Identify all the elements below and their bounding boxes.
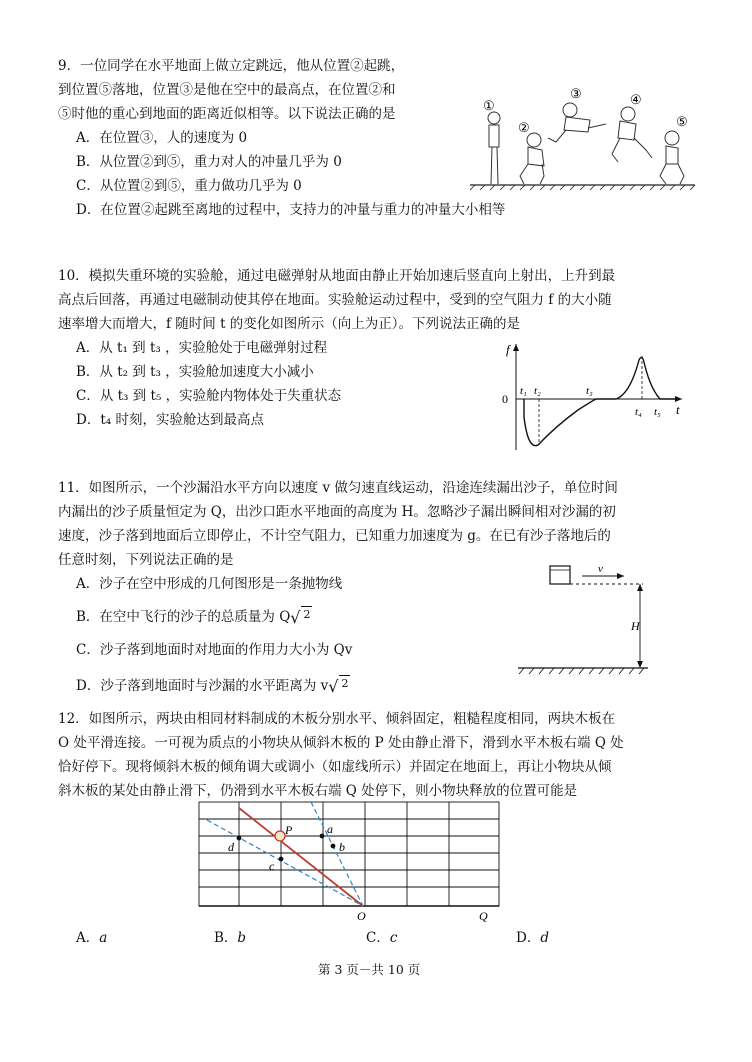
q10-tick-t1: t₁ [520, 385, 527, 397]
q12-answer-d: D．d [516, 930, 549, 946]
q11-stem-line-3: 速度，沙子落到地面后立即停止，不计空气阻力，已知重力加速度为 g。在已有沙子落地后的 [58, 528, 611, 544]
q10-origin: 0 [502, 392, 508, 406]
page-footer: 第 3 页－共 10 页 [318, 962, 421, 977]
q10-tick-t5: t₅ [654, 406, 661, 418]
q12-answer-b: B．b [214, 930, 247, 946]
radical-sign-icon: √ [328, 677, 339, 696]
q12-stem-line-3: 恰好停下。现将倾斜木板的倾角调大或调小（如虚线所示）并固定在地面上，再让小物块从倾 [58, 759, 612, 775]
q11-option-a: A．沙子在空中形成的几何图形是一条抛物线 [76, 576, 343, 592]
q12-answer-c: C．c [366, 930, 398, 946]
q11-option-d-text: D．沙子落到地面时与沙漏的水平距离为 v [76, 678, 329, 694]
q9-option-b: B．从位置②到⑤，重力对人的冲量几乎为 0 [76, 154, 342, 170]
q9-stem-line-3: ⑤时他的重心到地面的距离近似相等。以下说法正确的是 [58, 106, 396, 122]
q11-h-label: H [631, 619, 640, 633]
q10-option-a: A．从 t₁ 到 t₃ ，实验舱处于电磁弹射过程 [76, 340, 328, 356]
q12-incline-figure [195, 800, 505, 925]
radical-sign-icon: √ [290, 608, 301, 627]
q9-label-2: ② [518, 120, 530, 135]
q11-stem-line-4: 任意时刻，下列说法正确的是 [58, 552, 234, 568]
q9-jump-figure [470, 84, 700, 194]
q9-stem-line-2: 到位置⑤落地，位置③是他在空中的最高点，在位置②和 [58, 82, 396, 98]
q9-stem-line-1: 9．一位同学在水平地面上做立定跳远，他从位置②起跳， [58, 58, 405, 74]
q10-force-time-graph [500, 340, 690, 455]
q12-label-o: O [357, 909, 366, 923]
q9-option-c: C．从位置②到⑤，重力做功几乎为 0 [76, 178, 302, 194]
q9-label-4: ④ [630, 92, 642, 107]
q11-stem-line-1: 11．如图所示，一个沙漏沿水平方向以速度 v 做匀速直线运动，沿途连续漏出沙子，单位时间 [58, 480, 618, 496]
q12-label-q: Q [479, 909, 488, 923]
q9-option-d: D．在位置②起跳至离地的过程中，支持力的冲量与重力的冲量大小相等 [76, 202, 506, 218]
q10-option-d: D．t₄ 时刻，实验舱达到最高点 [76, 412, 264, 428]
q9-label-3: ③ [570, 86, 582, 101]
q12-label-d: d [228, 840, 234, 854]
q12-label-b: b [339, 840, 345, 854]
q10-x-label: t [676, 402, 680, 417]
q12-answer-a: A．a [76, 930, 108, 946]
q9-option-a: A．在位置③，人的速度为 0 [76, 130, 248, 146]
q12-stem-line-1: 12．如图所示，两块由相同材料制成的木板分别水平、倾斜固定，粗糙程度相同，两块木板在 [58, 711, 616, 727]
q11-option-c: C．沙子落到地面时对地面的作用力大小为 Qv [76, 642, 353, 658]
q10-option-b: B．从 t₂ 到 t₃ ，实验舱加速度大小减小 [76, 364, 314, 380]
q9-label-1: ① [483, 98, 495, 113]
q9-label-5: ⑤ [676, 114, 688, 129]
q11-option-b [76, 606, 312, 626]
q11-hourglass-figure [518, 560, 658, 680]
q11-v-label: v [598, 563, 603, 575]
q12-label-a: a [327, 822, 333, 836]
q10-tick-t2: t₂ [534, 385, 541, 397]
q10-tick-t3: t₃ [586, 385, 593, 397]
q11-option-d [76, 675, 350, 695]
q10-tick-t4: t₄ [635, 406, 642, 418]
q10-y-label: f [506, 342, 510, 357]
q11-option-b-text: B．在空中飞行的沙子的总质量为 Q [76, 609, 291, 625]
q12-stem-line-2: O 处平滑连接。一可视为质点的小物块从倾斜木板的 P 处由静止滑下，滑到水平木板右端 Q 处 [58, 735, 624, 751]
q11-option-d-radicand: 2 [341, 677, 349, 690]
q11-stem-line-2: 内漏出的沙子质量恒定为 Q，出沙口距水平地面的高度为 H。忽略沙子漏出瞬间相对沙漏的初 [58, 504, 616, 520]
q10-stem-line-2: 高点后回落，再通过电磁制动使其停在地面。实验舱运动过程中，受到的空气阻力 f 的大小随 [58, 292, 612, 308]
q12-label-p: P [285, 823, 293, 837]
q10-stem-line-3: 速率增大而增大，f 随时间 t 的变化如图所示（向上为正）。下列说法正确的是 [58, 316, 521, 332]
q11-option-b-radicand: 2 [303, 608, 311, 621]
q12-stem-line-4: 斜木板的某处由静止滑下，仍滑到水平木板右端 Q 处停下，则小物块释放的位置可能是 [58, 783, 578, 799]
q10-stem-line-1: 10．模拟失重环境的实验舱，通过电磁弹射从地面由静止开始加速后竖直向上射出，上升到最 [58, 268, 616, 284]
q12-label-c: c [269, 859, 275, 873]
q10-option-c: C．从 t₃ 到 t₅ ，实验舱内物体处于失重状态 [76, 388, 342, 404]
